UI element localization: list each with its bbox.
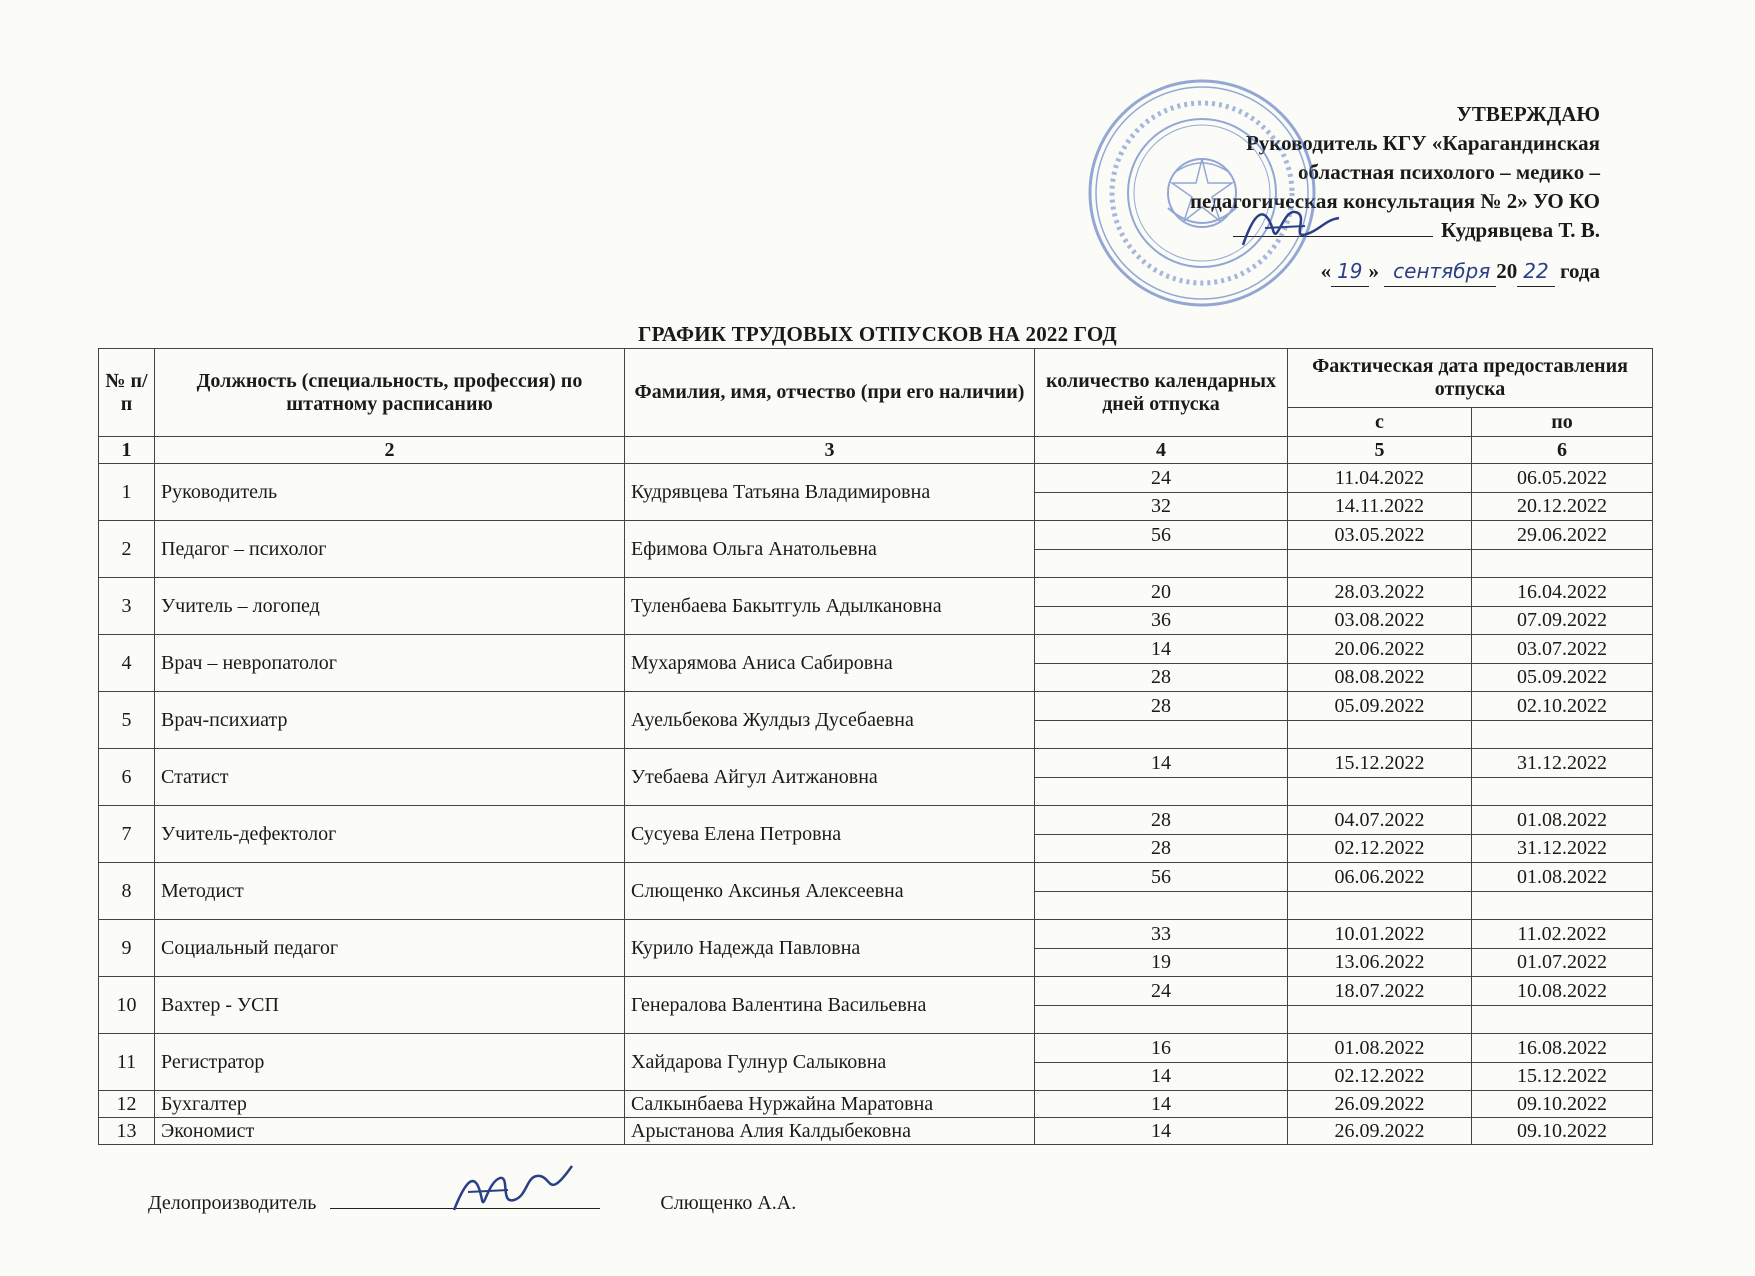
approval-heading: УТВЕРЖДАЮ [1456,102,1600,126]
days-cell: 28 [1035,806,1288,835]
days-cell: 14 [1035,1091,1288,1118]
employee-name-cell: Курило Надежда Павловна [625,920,1035,977]
days-cell [1035,720,1288,749]
employee-name-cell: Утебаева Айгул Аитжановна [625,749,1035,806]
table-row [99,1118,1653,1145]
start-date-cell: 20.06.2022 [1288,635,1472,664]
employee-name-cell: Туленбаева Бакытгуль Адылкановна [625,578,1035,635]
end-date-cell [1472,1005,1653,1034]
date-day: 19 [1331,257,1368,287]
days-cell: 28 [1035,692,1288,721]
row-number: 9 [99,920,155,977]
start-date-cell: 10.01.2022 [1288,920,1472,949]
days-cell: 32 [1035,492,1288,521]
date-year-prefix: 20 [1496,259,1518,283]
position-cell: Вахтер - УСП [155,977,625,1034]
start-date-cell: 15.12.2022 [1288,749,1472,778]
days-cell: 14 [1035,1062,1288,1091]
end-date-cell [1472,891,1653,920]
table-row [99,749,1653,778]
days-cell: 14 [1035,749,1288,778]
start-date-cell: 05.09.2022 [1288,692,1472,721]
row-number: 7 [99,806,155,863]
start-date-cell [1288,549,1472,578]
position-cell: Педагог – психолог [155,521,625,578]
position-cell: Врач-психиатр [155,692,625,749]
start-date-cell [1288,777,1472,806]
date-suffix: года [1559,259,1600,283]
end-date-cell: 16.08.2022 [1472,1034,1653,1063]
position-cell: Статист [155,749,625,806]
position-cell: Руководитель [155,464,625,521]
footer-name: Слющенко А.А. [660,1192,797,1214]
end-date-cell: 31.12.2022 [1472,749,1653,778]
position-cell: Бухгалтер [155,1091,625,1118]
position-cell: Социальный педагог [155,920,625,977]
days-cell: 28 [1035,663,1288,692]
start-date-cell: 02.12.2022 [1288,1062,1472,1091]
header-to: по [1472,408,1653,437]
date-year: 22 [1517,257,1554,287]
position-cell: Учитель-дефектолог [155,806,625,863]
end-date-cell: 05.09.2022 [1472,663,1653,692]
days-cell [1035,549,1288,578]
table-row [99,920,1653,949]
table-row [99,806,1653,835]
end-date-cell: 09.10.2022 [1472,1118,1653,1145]
table-row [99,578,1653,607]
position-cell: Врач – невропатолог [155,635,625,692]
start-date-cell: 01.08.2022 [1288,1034,1472,1063]
approval-line-3: педагогическая консультация № 2» УО КО [1189,189,1600,213]
header-name: Фамилия, имя, отчество (при его наличии) [625,349,1035,437]
approval-line-2: областная психолого – медико – [1298,160,1600,184]
start-date-cell: 26.09.2022 [1288,1118,1472,1145]
header-days: количество календарных дней отпуска [1035,349,1288,437]
table-body [99,464,1653,1145]
col-number: 2 [155,437,625,464]
start-date-cell: 14.11.2022 [1288,492,1472,521]
end-date-cell: 06.05.2022 [1472,464,1653,493]
end-date-cell: 07.09.2022 [1472,606,1653,635]
start-date-cell: 13.06.2022 [1288,948,1472,977]
days-cell: 24 [1035,977,1288,1006]
approval-signer: Кудрявцева Т. В. [1440,218,1600,242]
start-date-cell: 18.07.2022 [1288,977,1472,1006]
start-date-cell: 11.04.2022 [1288,464,1472,493]
end-date-cell: 15.12.2022 [1472,1062,1653,1091]
days-cell: 19 [1035,948,1288,977]
table-row [99,521,1653,550]
table-row [99,1034,1653,1063]
days-cell [1035,1005,1288,1034]
row-number: 10 [99,977,155,1034]
days-cell: 14 [1035,635,1288,664]
date-close-quote: » [1368,259,1380,283]
approval-line-1: Руководитель КГУ «Карагандинская [1245,131,1600,155]
header-dates: Фактическая дата предоставления отпуска [1288,349,1653,408]
position-cell: Учитель – логопед [155,578,625,635]
start-date-cell [1288,1005,1472,1034]
start-date-cell: 08.08.2022 [1288,663,1472,692]
position-cell: Методист [155,863,625,920]
position-cell: Экономист [155,1118,625,1145]
start-date-cell [1288,720,1472,749]
table-row [99,863,1653,892]
employee-name-cell: Сусуева Елена Петровна [625,806,1035,863]
row-number: 4 [99,635,155,692]
row-number: 3 [99,578,155,635]
end-date-cell: 01.08.2022 [1472,863,1653,892]
end-date-cell [1472,777,1653,806]
clerk-signature-icon [448,1160,578,1220]
col-number: 1 [99,437,155,464]
col-number: 4 [1035,437,1288,464]
days-cell [1035,777,1288,806]
end-date-cell: 01.07.2022 [1472,948,1653,977]
days-cell: 24 [1035,464,1288,493]
row-number: 6 [99,749,155,806]
start-date-cell: 04.07.2022 [1288,806,1472,835]
end-date-cell: 16.04.2022 [1472,578,1653,607]
date-open-quote: « [1320,259,1332,283]
col-number: 5 [1288,437,1472,464]
days-cell: 33 [1035,920,1288,949]
table-row [99,635,1653,664]
table-row [99,692,1653,721]
start-date-cell: 02.12.2022 [1288,834,1472,863]
start-date-cell: 03.05.2022 [1288,521,1472,550]
days-cell [1035,891,1288,920]
end-date-cell: 29.06.2022 [1472,521,1653,550]
header-position: Должность (специальность, профессия) по штатному расписанию [155,349,625,437]
end-date-cell: 09.10.2022 [1472,1091,1653,1118]
table-row [99,464,1653,493]
end-date-cell: 31.12.2022 [1472,834,1653,863]
end-date-cell: 11.02.2022 [1472,920,1653,949]
footer-role: Делопроизводитель [148,1192,317,1214]
end-date-cell [1472,549,1653,578]
employee-name-cell: Хайдарова Гулнур Салыковна [625,1034,1035,1091]
start-date-cell: 26.09.2022 [1288,1091,1472,1118]
employee-name-cell: Кудрявцева Татьяна Владимировна [625,464,1035,521]
days-cell: 56 [1035,863,1288,892]
days-cell: 14 [1035,1118,1288,1145]
end-date-cell: 02.10.2022 [1472,692,1653,721]
row-number: 11 [99,1034,155,1091]
column-number-row [99,437,1653,464]
end-date-cell: 20.12.2022 [1472,492,1653,521]
row-number: 12 [99,1091,155,1118]
employee-name-cell: Салкынбаева Нуржайна Маратовна [625,1091,1035,1118]
employee-name-cell: Арыстанова Алия Калдыбековна [625,1118,1035,1145]
document-title: ГРАФИК ТРУДОВЫХ ОТПУСКОВ НА 2022 ГОД [638,322,1117,346]
start-date-cell [1288,891,1472,920]
row-number: 5 [99,692,155,749]
header-from: с [1288,408,1472,437]
table-row [99,977,1653,1006]
position-cell: Регистратор [155,1034,625,1091]
employee-name-cell: Слющенко Аксинья Алексеевна [625,863,1035,920]
header-num: № п/п [99,349,155,437]
start-date-cell: 06.06.2022 [1288,863,1472,892]
table-header-row [99,349,1653,408]
row-number: 1 [99,464,155,521]
employee-name-cell: Ауельбекова Жулдыз Дусебаевна [625,692,1035,749]
col-number: 6 [1472,437,1653,464]
days-cell: 36 [1035,606,1288,635]
official-seal-icon [1082,73,1322,313]
days-cell: 56 [1035,521,1288,550]
date-month: сентября [1384,257,1496,287]
vacation-schedule-table [98,348,1653,1145]
start-date-cell: 03.08.2022 [1288,606,1472,635]
end-date-cell: 01.08.2022 [1472,806,1653,835]
days-cell: 28 [1035,834,1288,863]
end-date-cell: 03.07.2022 [1472,635,1653,664]
employee-name-cell: Мухарямова Аниса Сабировна [625,635,1035,692]
row-number: 8 [99,863,155,920]
days-cell: 16 [1035,1034,1288,1063]
table-row [99,1091,1653,1118]
col-number: 3 [625,437,1035,464]
employee-name-cell: Ефимова Ольга Анатольевна [625,521,1035,578]
row-number: 13 [99,1118,155,1145]
end-date-cell [1472,720,1653,749]
employee-name-cell: Генералова Валентина Васильевна [625,977,1035,1034]
start-date-cell: 28.03.2022 [1288,578,1472,607]
row-number: 2 [99,521,155,578]
days-cell: 20 [1035,578,1288,607]
director-signature-icon [1235,200,1345,260]
end-date-cell: 10.08.2022 [1472,977,1653,1006]
